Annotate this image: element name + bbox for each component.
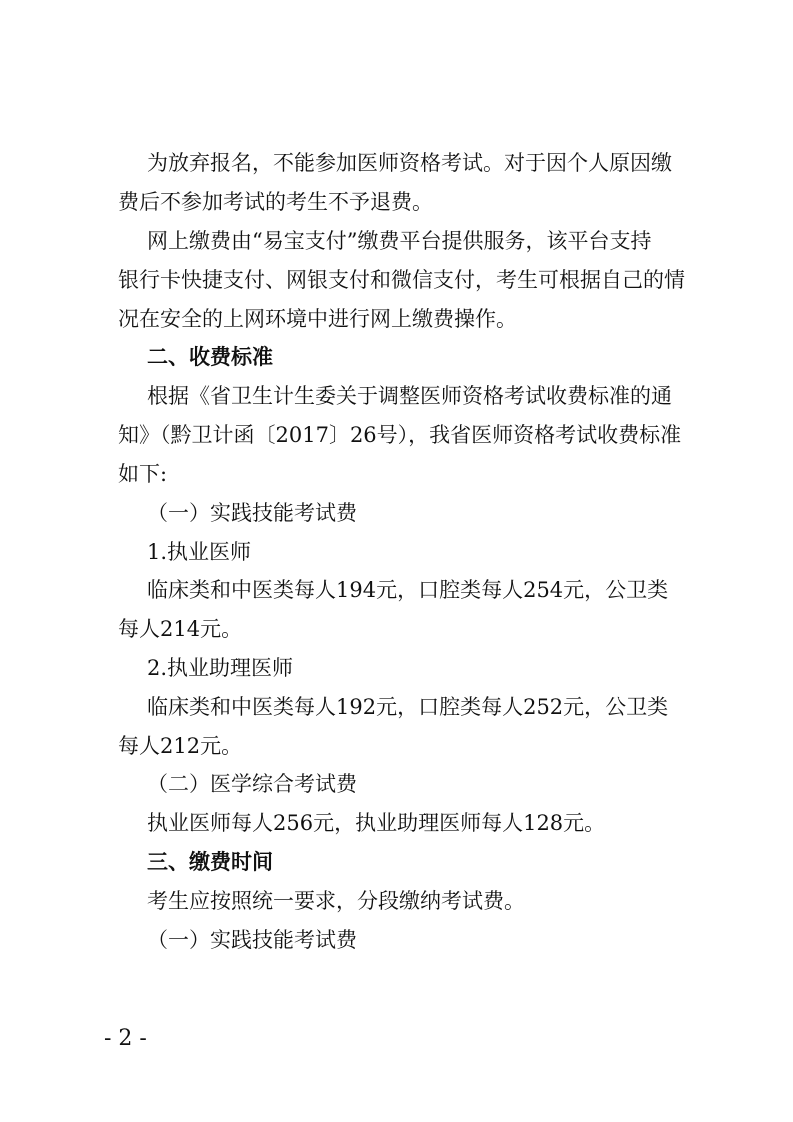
paragraph-line-13: 每人214元。: [118, 617, 243, 641]
paragraph-line-15: 临床类和中医类每人192元，口腔类每人252元，公卫类: [147, 695, 669, 719]
paragraph-line-16: 每人212元。: [118, 734, 243, 758]
paragraph-line-5: 况在安全的上网环境中进行网上缴费操作。: [118, 307, 517, 331]
paragraph-line-12: 临床类和中医类每人194元，口腔类每人254元，公卫类: [147, 578, 669, 602]
paragraph-line-18: 执业医师每人256元，执业助理医师每人128元。: [147, 811, 606, 835]
subheading-practical-skills-fee: （一）实践技能考试费: [147, 501, 357, 525]
page-number: - 2 -: [104, 1026, 147, 1051]
paragraph-line-1: 为放弃报名，不能参加医师资格考试。对于因个人原因缴: [147, 151, 672, 175]
paragraph-line-4: 银行卡快捷支付、网银支付和微信支付，考生可根据自己的情: [118, 268, 685, 292]
section-heading-fee-standard: 二、收费标准: [147, 345, 273, 369]
subheading-comprehensive-exam-fee: （二）医学综合考试费: [147, 772, 357, 796]
paragraph-line-7: 根据《省卫生计生委关于调整医师资格考试收费标准的通: [147, 384, 672, 408]
paragraph-line-8: 知》（黔卫计函〔2017〕26号），我省医师资格考试收费标准: [118, 423, 682, 447]
paragraph-line-3: 网上缴费由“易宝支付”缴费平台提供服务，该平台支持: [147, 229, 652, 253]
paragraph-line-2: 费后不参加考试的考生不予退费。: [118, 190, 433, 214]
section-heading-payment-time: 三、缴费时间: [147, 850, 273, 874]
item-assistant-physician: 2.执业助理医师: [147, 656, 294, 680]
paragraph-line-20: 考生应按照统一要求，分段缴纳考试费。: [147, 889, 525, 913]
paragraph-line-9: 如下:: [118, 462, 168, 486]
item-licensed-physician: 1.执业医师: [147, 540, 252, 564]
subheading-practical-skills-fee-2: （一）实践技能考试费: [147, 928, 357, 952]
